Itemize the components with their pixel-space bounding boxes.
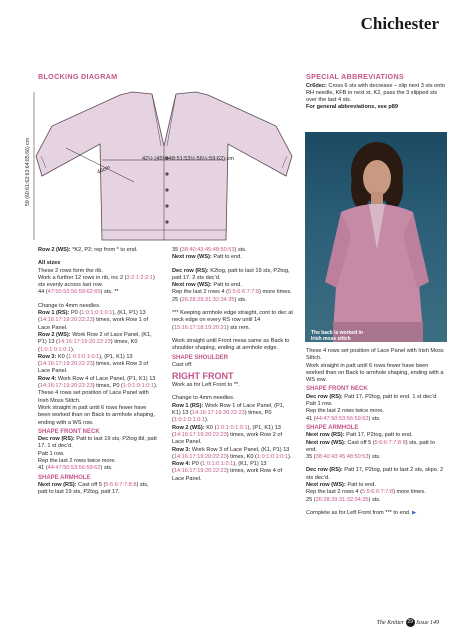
- text: ) sts.: [368, 415, 381, 422]
- abbrev-definition: Cross 6 sts with decrease – slip next 3 sts onto RH needle, KFB in next st, K2, pass the 3 slipped sts over the last 4 sts.: [306, 83, 445, 103]
- paragraph: Work as for Left Front to **.: [172, 382, 240, 389]
- row-label: Row 2 (WS):: [38, 331, 71, 338]
- row-label: Row 4:: [172, 461, 191, 468]
- issue-label: Issue 149: [416, 619, 439, 626]
- text: ).: [154, 383, 158, 390]
- abbrev-term: Cr6dec:: [306, 83, 327, 89]
- photo-caption: The back is worked in Irish moss stitch: [311, 330, 363, 342]
- size-values: 44:47:50:53:56:59:62: [315, 415, 369, 422]
- size-values: 1:0:1:0:1:0:1: [122, 383, 155, 390]
- text: ) times, P0 (: [172, 410, 272, 424]
- size-values: 26:28:29:31:32:34:35: [181, 296, 235, 303]
- text: ) times, P0 (: [92, 383, 123, 390]
- size-values: 14:16:17:19:20:22:23: [39, 383, 93, 390]
- text: ) more times.: [259, 289, 292, 296]
- paragraph: Change to 4mm needles.: [38, 302, 101, 309]
- size-values: 14:16:17:19:20:22:23: [57, 339, 111, 346]
- row-label: Next row (WS):: [306, 482, 346, 489]
- row-label: Row 3:: [172, 446, 191, 453]
- size-values: 1:0:1:0:1:0:1: [256, 453, 289, 460]
- size-values: 44:47:50:53:56:59:62: [47, 465, 101, 472]
- size-values: 5:5:6:6:7:7:8: [227, 289, 260, 296]
- width-label: 42½ (45½:48:51:53½:56½:59:62) cm: [141, 156, 234, 162]
- shape-front-neck-heading: SHAPE FRONT NECK: [38, 428, 100, 435]
- size-values: 1:0:1:0:1:0:1: [81, 310, 113, 317]
- shape-front-neck-heading: SHAPE FRONT NECK: [306, 386, 368, 393]
- text: ) times, work Row 1 of Lace Panel.: [38, 317, 149, 331]
- text: Work Row 4 of Lace Panel, (P1, K1) 13 (: [38, 375, 156, 390]
- size-values: 1:0:1:0:1:0:1: [68, 353, 100, 360]
- shape-shoulder-heading: SHAPE SHOULDER: [172, 354, 229, 361]
- text: Patt to last 19 sts, P2tog tbl, patt 17. 1 st dec’d.: [38, 436, 157, 450]
- text: 41 (: [306, 415, 316, 422]
- text: ) sts rem.: [226, 324, 251, 331]
- page-title: Chichester: [360, 14, 439, 33]
- paragraph: These 4 rows set position of Lace Panel with Irish Moss Stitch.: [38, 390, 149, 404]
- special-abbreviations-heading: SPECIAL ABBREVIATIONS: [306, 72, 405, 81]
- text: ).: [204, 417, 209, 424]
- size-values: 5:5:6:6:7:7:8: [361, 489, 394, 496]
- button: [165, 220, 168, 223]
- text: ) sts.: [368, 454, 381, 461]
- size-values: 14:16:17:19:20:22:23: [173, 453, 227, 460]
- text: Patt to end.: [345, 482, 376, 489]
- text: 41 (: [38, 465, 48, 472]
- size-values: 14:16:17:19:20:22:23: [173, 468, 227, 475]
- text: 35 (: [306, 454, 316, 461]
- size-values: 1:0:1:0:1:0:1: [39, 346, 71, 353]
- row-label: Next row (WS):: [172, 282, 212, 289]
- size-values: 3:2:1:2:2:1: [126, 274, 153, 281]
- row-label: Dec row (RS):: [306, 393, 343, 400]
- column-1: [38, 247, 158, 497]
- paragraph: Work straight until Front meas same as Back to shoulder shaping, ending at armhole edge.: [172, 337, 290, 352]
- size-values: 5:6:6:7:7:8:8: [105, 481, 137, 488]
- blocking-diagram: [24, 86, 300, 246]
- paragraph: These 4 rows set position of Lace Panel with Irish Moss Stitch.: [306, 348, 444, 362]
- size-values: 1:0:1:0:1:0:1: [202, 461, 234, 468]
- all-sizes-label: All sizes: [38, 260, 61, 267]
- row-label: Next row (RS):: [38, 481, 77, 488]
- shape-armhole-heading: SHAPE ARMHOLE: [306, 424, 359, 431]
- text: 35 (: [172, 247, 182, 253]
- text: ), (K1, P1) 13 (: [172, 461, 267, 475]
- button: [165, 204, 168, 207]
- row-label: Row 1 (RS):: [172, 402, 204, 409]
- paragraph: Patt 1 row.: [306, 401, 333, 408]
- row-label: Next row (RS):: [306, 432, 345, 439]
- text: ) sts evenly across last row.: [38, 274, 155, 289]
- paragraph: Work straight in patt until 6 rows fewer have been worked than on Back to armhole shaping, ending with a WS row.: [38, 404, 155, 426]
- text: Rep the last 2 rows 4 (: [172, 289, 228, 296]
- paragraph: Rep the last 2 rows twice more.: [306, 408, 385, 415]
- shape-armhole-heading: SHAPE ARMHOLE: [38, 474, 91, 481]
- text: ) sts, patt to last 19 sts, P2tog, patt 17.: [38, 481, 149, 496]
- text: Patt to end.: [211, 254, 242, 261]
- size-values: 14:16:17:19:20:22:23: [39, 361, 93, 368]
- text: ), (P1, K1) 13 (: [172, 424, 281, 438]
- text: ) times, work Row 2 of Lace Panel.: [172, 431, 283, 446]
- row-label: Row 1 (RS):: [38, 310, 70, 317]
- text: 25 (: [306, 496, 316, 503]
- text: 25 (: [172, 296, 182, 303]
- size-values: 14:16:17:19:20:22:23: [39, 317, 93, 324]
- text: ).: [288, 453, 292, 460]
- size-values: 26:28:29:31:32:34:35: [315, 496, 369, 503]
- size-values: 14:16:17:19:20:22:23: [173, 431, 227, 438]
- size-values: 1:0:1:0:1:0:1: [216, 424, 248, 431]
- text: Work Row 3 of Lace Panel, (K1, P1) 13 (: [172, 446, 290, 460]
- row-label: Row 4:: [38, 375, 57, 382]
- page-footer: [377, 618, 439, 627]
- paragraph: Rep the last 2 rows twice more.: [38, 458, 117, 465]
- model-photo: [305, 132, 447, 342]
- row-label: Dec row (RS):: [38, 436, 75, 443]
- right-front-heading: RIGHT FRONT: [172, 371, 234, 382]
- text: ) times, K0 (: [226, 453, 257, 460]
- text: ) sts.: [100, 465, 113, 472]
- text: P0 (: [69, 310, 82, 317]
- button: [165, 188, 168, 191]
- text: Patt to end.: [211, 282, 242, 289]
- text: 44 (: [38, 289, 48, 296]
- text: K0 (: [56, 353, 69, 360]
- text: ) times, K0 (: [38, 339, 138, 353]
- abbreviations-text: [306, 83, 446, 111]
- text: ) times, work Row 3 of Lace Panel.: [38, 361, 149, 375]
- length-label: 59 (60:61:62:63:64:65:66) cm: [25, 137, 31, 206]
- end-arrow-icon: ▶: [412, 509, 417, 516]
- row-label: Dec row (RS):: [306, 467, 343, 474]
- row-text: *K2, P2; rep from * to end.: [70, 247, 138, 253]
- text: Patt 17, P2tog, patt to end. 1 st dec’d.: [342, 393, 438, 400]
- model-illustration: [305, 132, 447, 342]
- text: Rep the last 2 rows 4 (: [306, 489, 362, 496]
- text: ) times, work Row 4 of Lace Panel.: [172, 468, 283, 482]
- text: ) more times.: [393, 489, 426, 496]
- text: ) sts.: [234, 247, 247, 253]
- column-2: [172, 247, 294, 483]
- text: Work Row 2 of Lace Panel, (K1, P1) 13 (: [38, 331, 152, 346]
- row-label: Row 2 (WS):: [38, 247, 71, 253]
- paragraph: These 2 rows form the rib.: [38, 267, 103, 274]
- size-values: 1:0:1:0:1:0:1: [173, 417, 205, 424]
- page-number-badge: 29: [407, 619, 413, 625]
- sleeve-label: 46cm: [96, 164, 112, 176]
- column-3: [306, 348, 446, 517]
- row-label: Row 2 (WS):: [172, 424, 205, 431]
- text: ), (P1, K1) 13 (: [38, 353, 133, 368]
- text: Cast off 5 (: [76, 481, 106, 488]
- blocking-diagram-heading: BLOCKING DIAGRAM: [38, 72, 118, 81]
- size-values: 38:40:43:45:48:50:53: [181, 247, 235, 253]
- magazine-name: The Knitter: [376, 619, 405, 626]
- paragraph: Change to 4mm needles.: [172, 395, 235, 402]
- size-values: 14:16:17:19:20:22:23: [191, 410, 245, 417]
- text: Patt 17, P2tog, patt to last 2 sts, skpo. 2 sts dec’d.: [306, 467, 444, 481]
- paragraph: Patt 1 row.: [38, 450, 65, 457]
- size-values: 47:50:53:56:59:62:65: [47, 289, 101, 296]
- row-label: Next row (WS):: [172, 254, 212, 261]
- text: ) sts, patt to end.: [306, 439, 435, 453]
- paragraph: Work straight in patt until 6 rows fewer have been worked than on Back to armhole shaping, ending with a WS row.: [306, 362, 444, 384]
- size-values: 38:40:43:45:48:50:53: [315, 454, 369, 461]
- row-label: Row 3:: [38, 353, 57, 360]
- text: ) sts. **: [100, 289, 119, 296]
- row-label: Dec row (RS):: [172, 267, 209, 274]
- text: *** Keeping armhole edge straight, cont to dec at neck edge on every RS row until 14 (: [172, 310, 293, 331]
- text: ) sts.: [234, 296, 247, 303]
- text: Cast off 5 (: [345, 439, 375, 446]
- text: Work Row 1 of Lace Panel, (P1, K1) 13 (: [172, 402, 285, 417]
- button: [165, 172, 168, 175]
- paragraph: Complete as for Left Front from *** to end.: [306, 509, 411, 516]
- text: ), (K1, P1) 13 (: [38, 310, 146, 324]
- text: K2tog, patt to last 19 sts, P2tog, patt 17. 2 sts dec’d.: [172, 267, 290, 281]
- text: ) sts.: [368, 496, 381, 503]
- text: P0 (: [190, 461, 203, 468]
- text: K0 (: [204, 424, 217, 431]
- row-label: Next row (WS):: [306, 439, 346, 446]
- paragraph: Cast off.: [172, 361, 193, 368]
- size-values: 15:16:17:18:19:20:21: [173, 324, 227, 331]
- text: ).: [70, 346, 75, 353]
- text: Patt 17, P2tog, patt to end.: [344, 432, 413, 439]
- abbrev-general: For general abbreviations, see p89: [306, 104, 399, 110]
- size-values: 5:6:6:7:7:8:8: [374, 439, 406, 446]
- text: Work a further 12 rows in rib, inc 2 (: [38, 274, 127, 281]
